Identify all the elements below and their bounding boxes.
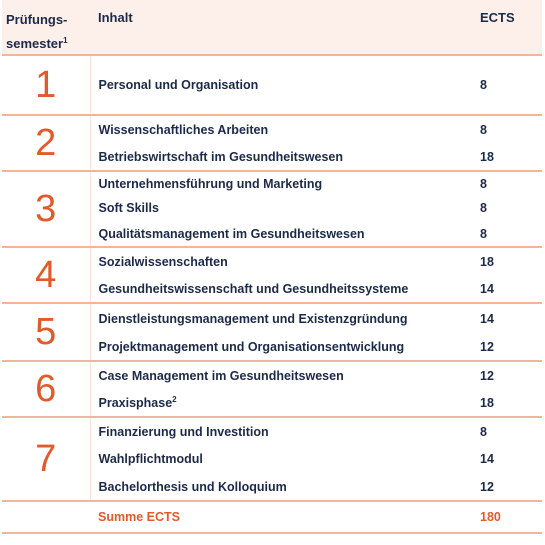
module-name (90, 195, 472, 221)
module-ects: 8 (480, 226, 487, 241)
module-name-text: Unternehmensführung und Marketing (98, 176, 323, 191)
semester-number: 2 (2, 115, 90, 171)
header-semester-line2: semester (6, 36, 64, 51)
semester-number: 4 (2, 247, 90, 303)
module-name-text: Finanzierung und Investition (98, 424, 269, 439)
module-name (90, 473, 472, 501)
semester-number: 5 (2, 303, 90, 361)
curriculum-table (2, 0, 542, 534)
module-name (90, 115, 472, 143)
module-name-text: Dienstleistungsmanagement und Existenzgründung (98, 311, 408, 326)
table-body (2, 55, 542, 533)
module-name-text: Soft Skills (98, 201, 159, 215)
module-name (90, 417, 472, 445)
table-row (2, 115, 542, 143)
module-name (90, 55, 472, 115)
module-name (90, 389, 472, 417)
module-name-text: Wahlpflichtmodul (98, 452, 203, 466)
module-name (90, 221, 472, 247)
module-ects: 14 (472, 303, 542, 333)
semester-number: 6 (2, 361, 90, 417)
table-row (2, 417, 542, 445)
module-ects: 18 (472, 247, 542, 275)
module-name (90, 143, 472, 171)
module-name-text: Praxisphase (98, 396, 173, 410)
module-name (90, 333, 472, 361)
header-ects: ECTS (472, 0, 542, 55)
module-name-text: Gesundheitswissenschaft und Gesundheitssysteme (98, 281, 409, 296)
total-row (2, 501, 542, 533)
module-name (90, 275, 472, 303)
module-ects: 8 (472, 55, 542, 115)
footnote-marker: 1 (63, 36, 68, 45)
module-name (90, 361, 472, 389)
total-empty-cell (2, 501, 90, 533)
module-name-text: Qualitätsmanagement im Gesundheitswesen (98, 226, 365, 241)
total-label: Summe ECTS (90, 501, 472, 533)
module-ects: 8 (472, 171, 542, 195)
header-content: Inhalt (90, 0, 472, 55)
module-name-text: Personal und Organisation (98, 78, 259, 92)
module-name (90, 247, 472, 275)
table-row (2, 361, 542, 389)
module-ects: 8 (472, 417, 542, 445)
module-ects: 18 (480, 149, 494, 164)
module-name (90, 303, 472, 333)
module-ects: 12 (472, 361, 542, 389)
total-ects: 180 (472, 501, 542, 533)
module-name-text: Betriebswirtschaft im Gesundheitswesen (98, 149, 344, 164)
table-row (2, 247, 542, 275)
table-row (2, 55, 542, 115)
module-ects: 8 (480, 201, 487, 215)
module-ects: 8 (472, 115, 542, 143)
table-row (2, 171, 542, 195)
module-name-text: Wissenschaftliches Arbeiten (98, 122, 269, 137)
module-ects: 18 (480, 395, 494, 410)
footnote-marker: 2 (172, 395, 177, 404)
module-name (90, 445, 472, 473)
module-name-text: Case Management im Gesundheitswesen (98, 368, 344, 383)
module-ects: 14 (480, 452, 494, 466)
module-ects: 12 (480, 339, 494, 354)
module-name-text: Bachelorthesis und Kolloquium (98, 479, 287, 494)
module-ects: 12 (480, 479, 494, 494)
semester-number: 1 (2, 55, 90, 115)
module-name-text: Projektmanagement und Organisationsentwicklung (98, 339, 405, 354)
module-ects: 14 (480, 281, 494, 296)
semester-number: 3 (2, 171, 90, 247)
table-row (2, 303, 542, 333)
module-name (90, 171, 472, 195)
semester-number: 7 (2, 417, 90, 501)
header-semester (2, 0, 90, 55)
module-name-text: Sozialwissenschaften (98, 254, 228, 269)
header-semester-line1: Prüfungs- (6, 12, 68, 27)
table-header-row (2, 0, 542, 55)
